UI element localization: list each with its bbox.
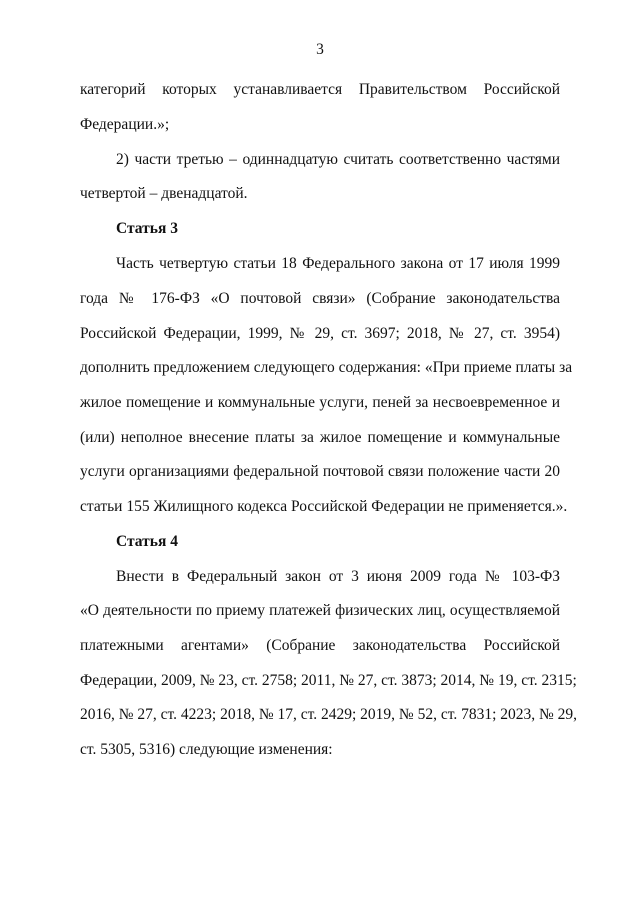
text-line: «О деятельности по приему платежей физических лиц, осуществляемой bbox=[80, 602, 560, 619]
article-heading: Статья 3 bbox=[116, 220, 178, 237]
text-line: платежными агентами» (Собрание законодательства Российской bbox=[80, 637, 560, 654]
text-line: Федерации.»; bbox=[80, 116, 170, 133]
article-heading: Статья 4 bbox=[116, 533, 178, 550]
text-line: жилое помещение и коммунальные услуги, пеней за несвоевременное и bbox=[80, 394, 560, 411]
text-line: услуги организациями федеральной почтовой связи положение части 20 bbox=[80, 463, 560, 480]
text-line: 2) части третью – одиннадцатую считать соответственно частями bbox=[116, 151, 560, 168]
text-line: 2016, № 27, ст. 4223; 2018, № 17, ст. 2429; 2019, № 52, ст. 7831; 2023, № 29, bbox=[80, 706, 578, 723]
page-number: 3 bbox=[316, 41, 324, 58]
text-line: года № 176-ФЗ «О почтовой связи» (Собрание законодательства bbox=[80, 290, 560, 307]
text-line: (или) неполное внесение платы за жилое помещение и коммунальные bbox=[80, 429, 560, 446]
text-line: Федерации, 2009, № 23, ст. 2758; 2011, № 27, ст. 3873; 2014, № 19, ст. 2315; bbox=[80, 672, 577, 689]
text-line: четвертой – двенадцатой. bbox=[80, 185, 248, 202]
text-line: Российской Федерации, 1999, № 29, ст. 3697; 2018, № 27, ст. 3954) bbox=[80, 325, 560, 342]
text-line: ст. 5305, 5316) следующие изменения: bbox=[80, 741, 333, 758]
text-line: Часть четвертую статьи 18 Федерального закона от 17 июля 1999 bbox=[116, 255, 560, 272]
text-line: дополнить предложением следующего содержания: «При приеме платы за bbox=[80, 359, 573, 376]
text-line: статьи 155 Жилищного кодекса Российской Федерации не применяется.». bbox=[80, 498, 568, 515]
text-line: Внести в Федеральный закон от 3 июня 2009 года № 103-ФЗ bbox=[116, 568, 560, 585]
text-line: категорий которых устанавливается Правительством Российской bbox=[80, 81, 560, 98]
